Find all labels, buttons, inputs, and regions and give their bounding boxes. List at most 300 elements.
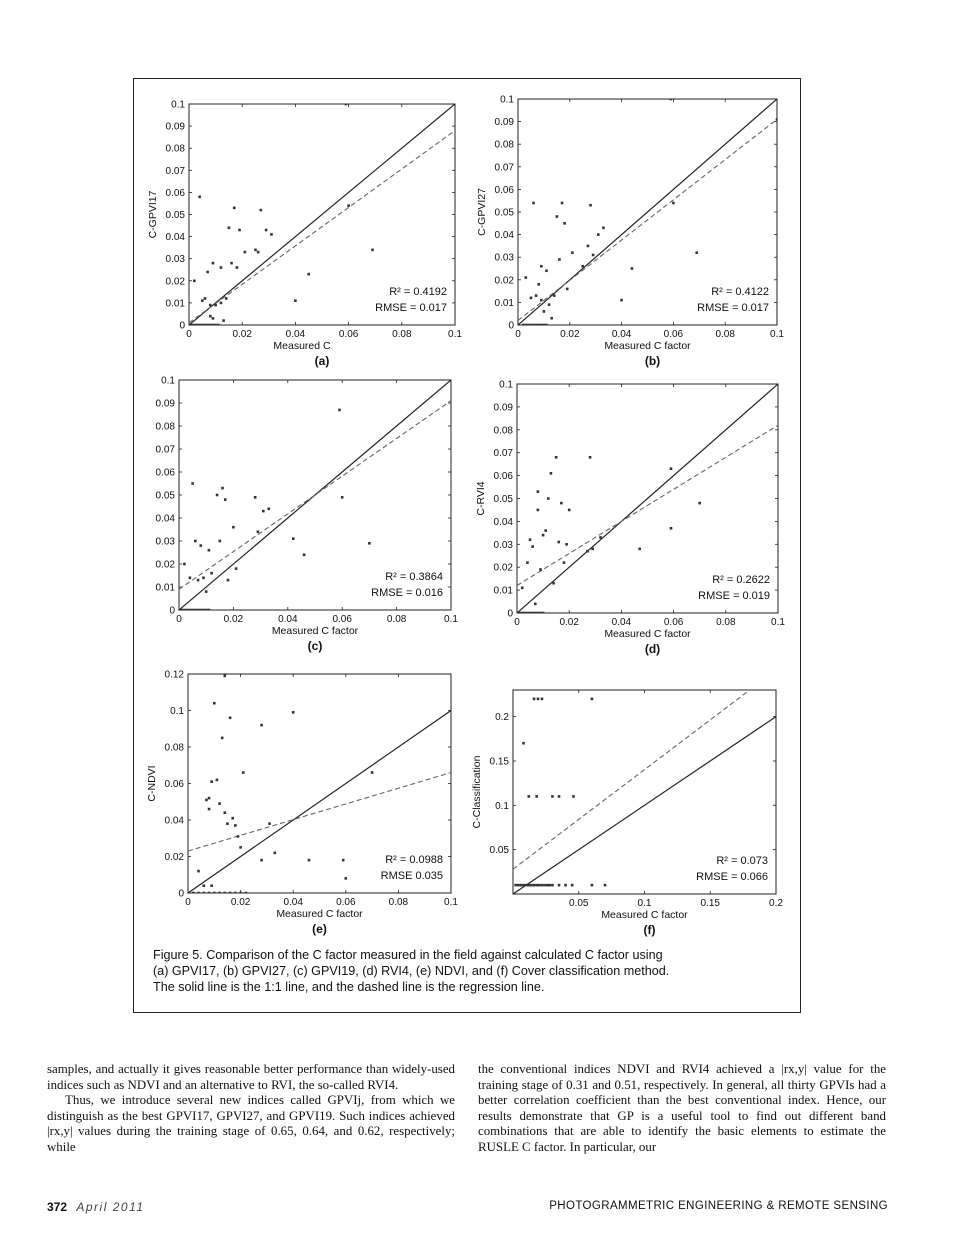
y-tick-label: 0.07: [494, 162, 514, 174]
data-point: [236, 266, 239, 269]
data-point: [541, 698, 544, 701]
data-point: [216, 779, 219, 782]
y-tick-label: 0.04: [155, 513, 175, 525]
x-tick-label: 0.08: [715, 329, 735, 340]
y-tick-label: 0.07: [493, 448, 513, 460]
data-point: [208, 549, 211, 552]
x-tick-label: 0: [176, 614, 182, 625]
data-point: [542, 534, 545, 537]
y-tick-label: 0.01: [494, 297, 514, 309]
data-point: [599, 536, 602, 539]
data-point: [532, 202, 535, 205]
data-point: [214, 324, 217, 327]
issue-date: April 2011: [76, 1200, 145, 1214]
data-point: [540, 324, 543, 327]
body-column-left: [47, 1062, 455, 1156]
data-point: [214, 304, 217, 307]
data-point: [698, 502, 701, 505]
y-tick-label: 0.02: [155, 559, 175, 571]
data-point: [532, 324, 535, 327]
data-point: [220, 266, 223, 269]
data-point: [235, 567, 238, 570]
data-point: [563, 561, 566, 564]
data-point: [552, 582, 555, 585]
x-tick-label: 0.1: [444, 897, 458, 908]
data-point: [212, 262, 215, 265]
body-column-right: [478, 1062, 886, 1156]
data-point: [591, 698, 594, 701]
x-tick-label: 0.08: [386, 614, 407, 625]
data-point: [529, 612, 532, 615]
data-point: [537, 698, 540, 701]
y-tick-label: 0: [179, 320, 185, 332]
caption-line: Figure 5. Comparison of the C factor measured in the field against calculated C factor using: [153, 948, 663, 962]
y-tick-label: 0.04: [493, 516, 513, 528]
y-axis-label: C-Classification: [471, 755, 483, 829]
data-point: [547, 497, 550, 500]
data-point: [183, 563, 186, 566]
data-point: [238, 229, 241, 232]
x-tick-label: 0.04: [611, 617, 632, 628]
x-tick-label: 0.06: [336, 897, 356, 908]
x-tick-label: 0.02: [560, 329, 580, 340]
data-point: [197, 870, 200, 873]
data-point: [529, 538, 532, 541]
data-point: [563, 222, 566, 225]
data-point: [234, 824, 237, 827]
data-point: [307, 273, 310, 276]
data-point: [537, 612, 540, 615]
data-point: [218, 892, 221, 895]
x-tick-label: 0.04: [611, 329, 632, 340]
data-point: [524, 324, 527, 327]
y-tick-label: 0: [169, 605, 175, 617]
data-point: [581, 265, 584, 268]
y-tick-label: 0.07: [165, 165, 185, 177]
data-point: [371, 249, 374, 252]
x-tick-label: 0.1: [770, 329, 784, 340]
y-tick-label: 0.08: [494, 139, 514, 151]
data-point: [526, 612, 529, 615]
data-point: [219, 540, 222, 543]
data-point: [202, 609, 205, 612]
y-tick-label: 0.04: [494, 230, 514, 242]
data-point: [191, 609, 194, 612]
data-point: [197, 579, 200, 582]
data-point: [531, 612, 534, 615]
chart-panel-a: [135, 88, 465, 373]
y-tick-label: 0.05: [494, 207, 514, 219]
data-point: [526, 561, 529, 564]
y-tick-label: 0.1: [170, 706, 184, 717]
data-point: [245, 892, 248, 895]
x-tick-label: 0.1: [444, 614, 458, 625]
data-point: [550, 472, 553, 475]
data-point: [180, 609, 183, 612]
y-tick-label: 0.09: [493, 402, 513, 414]
chart-panel-f: [465, 665, 795, 940]
y-tick-label: 0.03: [494, 252, 514, 264]
data-point: [565, 543, 568, 546]
data-point: [571, 884, 574, 887]
data-point: [234, 892, 237, 895]
data-point: [527, 884, 530, 887]
data-point: [540, 265, 543, 268]
data-point: [228, 226, 231, 229]
data-point: [564, 884, 567, 887]
y-tick-label: 0.1: [500, 94, 514, 106]
x-tick-label: 0.08: [716, 617, 736, 628]
y-tick-label: 0.05: [493, 494, 513, 505]
data-point: [670, 98, 673, 101]
y-axis-label: C-RVI4: [475, 481, 487, 516]
y-tick-label: 0.1: [161, 375, 175, 387]
y-tick-label: 0.06: [164, 779, 184, 790]
caption-line: The solid line is the 1:1 line, and the dashed line is the regression line.: [153, 980, 545, 995]
data-point: [620, 299, 623, 302]
data-point: [522, 742, 525, 745]
data-point: [524, 612, 527, 615]
data-point: [224, 675, 227, 678]
data-point: [553, 294, 556, 297]
data-point: [345, 877, 348, 880]
data-point: [520, 884, 523, 887]
data-point: [522, 884, 525, 887]
data-point: [190, 324, 193, 327]
data-point: [292, 711, 295, 714]
rmse-label: RMSE = 0.016: [371, 587, 443, 599]
data-point: [224, 892, 227, 895]
data-point: [561, 202, 564, 205]
r-squared-label: R² = 0.4122: [711, 286, 769, 298]
data-point: [522, 324, 525, 327]
x-axis-label: Measured C factor: [271, 625, 359, 637]
data-point: [368, 542, 371, 545]
data-point: [670, 467, 673, 470]
paragraph: Thus, we introduce several new indices called GPVIj, from which we distinguish as the best GPVI17, GPVI27, and GPVI19. Such indices achieved |rx,y| values during the training stage of 0.65, 0.64, and 0.62, respectively; while: [47, 1093, 455, 1154]
x-tick-label: 0.08: [388, 897, 409, 908]
data-point: [776, 118, 779, 121]
data-point: [191, 482, 194, 485]
data-point: [202, 577, 205, 580]
data-point: [210, 780, 213, 783]
data-point: [197, 892, 200, 895]
data-point: [193, 324, 196, 327]
data-point: [229, 892, 232, 895]
data-point: [212, 317, 215, 320]
data-point: [371, 771, 374, 774]
y-tick-label: 0.01: [165, 298, 185, 310]
x-tick-label: 0.15: [700, 898, 720, 909]
r-squared-label: R² = 0.4192: [389, 286, 447, 298]
data-point: [535, 884, 538, 887]
data-point: [208, 808, 211, 811]
data-point: [209, 315, 212, 318]
data-point: [194, 609, 197, 612]
x-axis-label: Measured C: [273, 340, 331, 352]
data-point: [232, 526, 235, 529]
data-point: [541, 884, 544, 887]
data-point: [534, 612, 537, 615]
data-point: [186, 609, 189, 612]
data-point: [533, 698, 536, 701]
data-point: [254, 496, 257, 499]
x-axis-label: Measured C factor: [604, 340, 691, 352]
y-tick-label: 0: [507, 608, 513, 620]
y-tick-label: 0.09: [494, 117, 514, 129]
data-point: [341, 496, 344, 499]
panel-label: (e): [312, 922, 327, 936]
y-tick-label: 0.05: [155, 490, 175, 502]
y-tick-label: 0.08: [493, 425, 513, 437]
data-point: [534, 603, 537, 606]
x-tick-label: 0.04: [285, 329, 306, 340]
y-tick-label: 0.08: [164, 742, 184, 754]
data-point: [268, 822, 271, 825]
r-squared-label: R² = 0.3864: [385, 571, 443, 583]
rmse-label: RMSE 0.035: [380, 870, 443, 882]
x-axis-label: Measured C factor: [601, 909, 688, 921]
x-tick-label: 0.04: [283, 897, 303, 908]
data-point: [198, 324, 201, 327]
data-point: [221, 487, 224, 490]
data-point: [544, 529, 547, 532]
data-point: [539, 612, 542, 615]
paragraph: the conventional indices NDVI and RVI4 achieved a |rx,y| value for the training stage of 0.31 and 0.51, respectively. In general, all thirty GPVIs had a better correlation coefficient than the best conventional index. Hence, our results demonstrate that GP is a useful tool to find out different band combinations that are able to identify the basic elements to estimate the RUSLE C factor. In particular, our: [478, 1062, 886, 1154]
data-point: [530, 297, 533, 300]
data-point: [183, 609, 186, 612]
data-point: [294, 299, 297, 302]
data-point: [592, 254, 595, 257]
x-tick-label: 0.06: [663, 617, 684, 628]
data-point: [342, 859, 345, 862]
data-point: [210, 884, 213, 887]
y-axis-label: C-NDVI: [146, 765, 158, 802]
data-point: [527, 795, 530, 798]
data-point: [558, 795, 561, 798]
rmse-label: RMSE = 0.017: [697, 302, 769, 314]
data-point: [551, 795, 554, 798]
x-axis-label: Measured C factor: [276, 908, 363, 920]
data-point: [233, 207, 236, 210]
data-point: [638, 548, 641, 551]
data-point: [591, 884, 594, 887]
data-point: [260, 209, 263, 212]
data-point: [206, 324, 209, 327]
data-point: [524, 276, 527, 279]
panel-label: (c): [307, 639, 323, 653]
data-point: [556, 215, 559, 218]
page-number: 372: [47, 1200, 68, 1214]
data-point: [602, 227, 605, 230]
rmse-label: RMSE = 0.066: [696, 871, 768, 883]
data-point: [548, 303, 551, 306]
y-tick-label: 0.1: [495, 800, 509, 812]
data-point: [205, 590, 208, 593]
x-tick-label: 0: [185, 897, 191, 908]
data-point: [631, 267, 634, 270]
y-tick-label: 0.02: [493, 562, 513, 574]
y-tick-label: 0.06: [155, 467, 175, 479]
x-tick-label: 0: [515, 329, 521, 340]
data-point: [537, 490, 540, 493]
y-tick-label: 0.15: [489, 756, 509, 768]
y-tick-label: 0.06: [494, 184, 514, 196]
data-point: [197, 609, 200, 612]
data-point: [205, 799, 208, 802]
y-tick-label: 0.04: [164, 815, 184, 827]
r-squared-label: R² = 0.2622: [712, 574, 770, 586]
data-point: [239, 892, 242, 895]
y-tick-label: 0.09: [165, 121, 185, 133]
y-tick-label: 0.02: [164, 852, 184, 863]
data-point: [542, 612, 545, 615]
data-point: [224, 498, 227, 501]
x-tick-label: 0.1: [771, 617, 785, 628]
data-point: [551, 884, 554, 887]
data-point: [670, 527, 673, 530]
x-axis-label: Measured C factor: [604, 628, 691, 640]
data-point: [558, 884, 561, 887]
x-tick-label: 0.06: [332, 614, 352, 625]
chart-panel-d: [465, 372, 795, 660]
data-point: [555, 456, 558, 459]
x-tick-label: 0.06: [338, 329, 359, 340]
data-point: [292, 537, 295, 540]
figure-caption: [153, 947, 778, 996]
data-point: [545, 324, 548, 327]
data-point: [571, 251, 574, 254]
rmse-label: RMSE = 0.017: [375, 302, 447, 314]
panel-label: (b): [644, 354, 661, 368]
y-tick-label: 0.01: [493, 585, 513, 597]
data-point: [209, 304, 212, 307]
chart-panel-e: [135, 660, 465, 940]
data-point: [212, 324, 215, 327]
y-tick-label: 0.02: [165, 276, 185, 288]
panel-label: (a): [314, 354, 330, 368]
y-tick-label: 0: [508, 320, 514, 332]
y-tick-label: 0.1: [499, 379, 513, 391]
chart-panel-b: [465, 88, 795, 373]
data-point: [201, 324, 204, 327]
data-point: [257, 251, 260, 254]
data-point: [198, 196, 201, 199]
data-point: [672, 202, 675, 205]
r-squared-label: R² = 0.0988: [385, 854, 443, 866]
x-tick-label: 0.2: [769, 898, 783, 909]
data-point: [254, 249, 257, 252]
panel-label: (d): [644, 642, 661, 656]
data-point: [537, 509, 540, 512]
data-point: [537, 324, 540, 327]
data-point: [208, 797, 211, 800]
data-point: [543, 324, 546, 327]
data-point: [204, 324, 207, 327]
data-point: [535, 324, 538, 327]
y-tick-label: 0.2: [495, 712, 509, 724]
data-point: [531, 545, 534, 548]
data-point: [543, 310, 546, 313]
data-point: [267, 508, 270, 511]
data-point: [695, 251, 698, 254]
data-point: [545, 269, 548, 272]
data-point: [537, 283, 540, 286]
data-point: [220, 302, 223, 305]
x-tick-label: 0.08: [392, 329, 412, 340]
data-point: [194, 540, 197, 543]
data-point: [589, 456, 592, 459]
data-point: [199, 544, 202, 547]
data-point: [347, 204, 350, 207]
data-point: [345, 103, 348, 106]
data-point: [210, 572, 213, 575]
data-point: [216, 494, 219, 497]
data-point: [202, 892, 205, 895]
data-point: [303, 554, 306, 557]
data-point: [604, 884, 607, 887]
data-point: [591, 548, 594, 551]
x-tick-label: 0.04: [278, 614, 298, 625]
r-squared-label: R² = 0.073: [716, 855, 768, 867]
data-point: [192, 892, 195, 895]
x-tick-label: 0.02: [232, 329, 252, 340]
data-point: [586, 550, 589, 553]
data-point: [227, 579, 230, 582]
y-tick-label: 0.08: [165, 143, 185, 155]
data-point: [558, 258, 561, 261]
data-point: [205, 609, 208, 612]
data-point: [204, 297, 207, 300]
data-point: [549, 884, 552, 887]
y-tick-label: 0.05: [165, 210, 185, 221]
data-point: [539, 568, 542, 571]
journal-name: PHOTOGRAMMETRIC ENGINEERING & REMOTE SENSING: [549, 1200, 888, 1212]
data-point: [229, 717, 232, 720]
data-point: [338, 409, 341, 412]
data-point: [208, 892, 211, 895]
data-point: [218, 802, 221, 805]
data-point: [530, 324, 533, 327]
x-tick-label: 0.02: [230, 897, 251, 908]
data-point: [224, 811, 227, 814]
page-footer-left: [47, 1200, 145, 1214]
y-tick-label: 0.1: [171, 99, 185, 111]
data-point: [546, 884, 549, 887]
data-point: [202, 884, 205, 887]
data-point: [540, 299, 543, 302]
data-point: [521, 612, 524, 615]
data-point: [213, 702, 216, 705]
data-point: [242, 771, 245, 774]
data-point: [535, 795, 538, 798]
data-point: [213, 892, 216, 895]
data-point: [222, 319, 225, 322]
y-tick-label: 0.02: [494, 275, 514, 287]
x-tick-label: 0.1: [637, 898, 652, 909]
y-tick-label: 0: [178, 888, 184, 900]
data-point: [597, 233, 600, 236]
data-point: [193, 280, 196, 283]
data-point: [217, 324, 220, 327]
data-point: [517, 884, 520, 887]
data-point: [568, 509, 571, 512]
y-tick-label: 0.04: [165, 232, 185, 244]
y-axis-label: C-GPVI27: [476, 188, 488, 236]
y-tick-label: 0.03: [165, 254, 185, 266]
y-tick-label: 0.07: [155, 444, 175, 456]
data-point: [260, 724, 263, 727]
